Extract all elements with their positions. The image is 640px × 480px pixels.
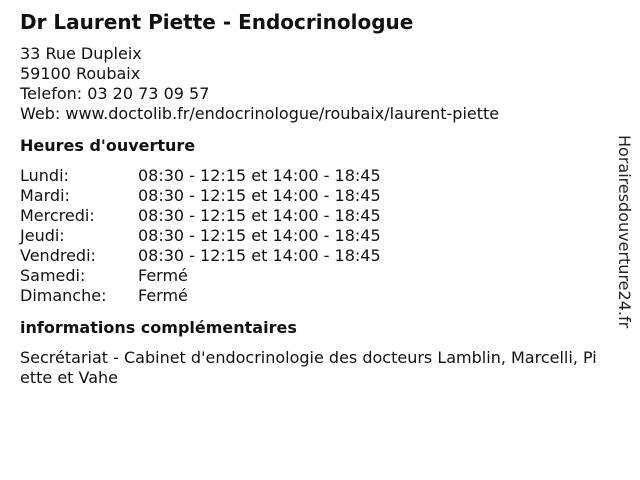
additional-info-heading: informations complémentaires [20, 318, 297, 337]
opening-hours-heading: Heures d'ouverture [20, 136, 196, 155]
day-label: Dimanche: [20, 286, 107, 305]
day-label: Vendredi: [20, 246, 96, 265]
hours-row-sunday [20, 286, 610, 306]
time-value: 08:30 - 12:15 et 14:00 - 18:45 [138, 206, 381, 225]
opening-hours-table [20, 166, 610, 306]
web-text: Web: www.doctolib.fr/endocrinologue/roubaix/laurent-piette [20, 104, 500, 123]
time-value: Fermé [138, 286, 188, 305]
day-label: Samedi: [20, 266, 86, 285]
address-street: 33 Rue Dupleix [20, 44, 142, 63]
day-label: Mercredi: [20, 206, 95, 225]
time-value: Fermé [138, 266, 188, 285]
hours-row-wednesday [20, 206, 610, 226]
phone-text: Telefon: 03 20 73 09 57 [20, 84, 210, 103]
doctor-card [20, 8, 610, 388]
hours-row-saturday [20, 266, 610, 286]
time-value: 08:30 - 12:15 et 14:00 - 18:45 [138, 186, 381, 205]
hours-row-thursday [20, 226, 610, 246]
address-city: 59100 Roubaix [20, 64, 141, 83]
time-value: 08:30 - 12:15 et 14:00 - 18:45 [138, 246, 381, 265]
time-value: 08:30 - 12:15 et 14:00 - 18:45 [138, 226, 381, 245]
hours-row-monday [20, 166, 610, 186]
time-value: 08:30 - 12:15 et 14:00 - 18:45 [138, 166, 381, 185]
page-title: Dr Laurent Piette - Endocrinologue [20, 10, 414, 34]
hours-row-tuesday [20, 186, 610, 206]
additional-info-text: Secrétariat - Cabinet d'endocrinologie des docteurs Lamblin, Marcelli, Piette et Vahe [20, 348, 597, 387]
day-label: Lundi: [20, 166, 69, 185]
day-label: Mardi: [20, 186, 70, 205]
hours-row-friday [20, 246, 610, 266]
site-watermark: Horairesdouverture24.fr [615, 135, 634, 329]
day-label: Jeudi: [20, 226, 65, 245]
